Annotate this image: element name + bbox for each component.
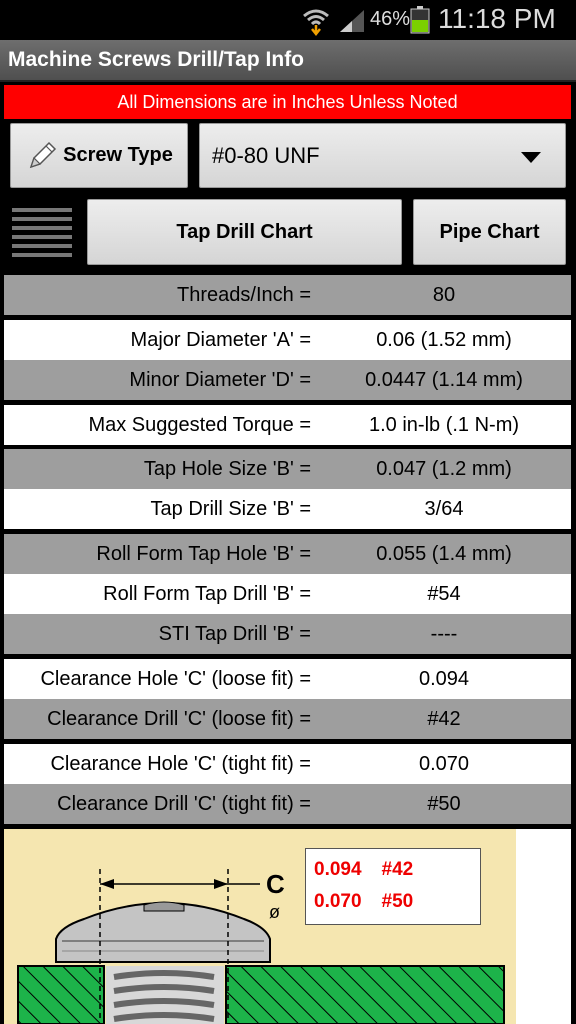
pencil-icon [25,139,59,173]
row-label: Tap Drill Size 'B' = [150,498,311,520]
row-label: Clearance Hole 'C' (tight fit) = [50,753,311,775]
callout-loose-line [314,859,413,881]
row-tap-hole-size [4,449,571,489]
row-clearance-drill-tight [4,784,571,824]
diameter-symbol: ø [269,902,280,922]
row-value: 0.055 (1.4 mm) [376,543,512,565]
row-value: 0.094 [418,668,470,690]
row-roll-form-tap-hole [4,534,571,574]
row-clearance-hole-loose [4,659,571,699]
row-sti-tap-drill [4,614,571,654]
screw-type-value: #0-80 UNF [212,143,320,168]
screw-type-label: Screw Type [63,144,173,166]
tap-drill-chart-button[interactable] [87,199,402,265]
row-tap-drill-size [4,489,571,529]
dimension-letter: C [266,869,285,899]
row-major-diameter [4,320,571,360]
callout-tight-hole: 0.070 [314,891,362,912]
row-value: #54 [427,583,461,605]
row-label: Roll Form Tap Hole 'B' = [96,543,311,565]
row-label: Clearance Hole 'C' (loose fit) = [40,668,311,690]
row-value: 1.0 in-lb (.1 N-m) [368,414,520,436]
clearance-callout [305,848,481,925]
callout-loose-hole: 0.094 [314,859,362,880]
row-label: STI Tap Drill 'B' = [158,623,311,645]
screw-type-button[interactable] [10,123,188,188]
row-label: Roll Form Tap Drill 'B' = [103,583,311,605]
wifi-icon [300,4,332,36]
row-clearance-drill-loose [4,699,571,739]
row-label: Clearance Drill 'C' (tight fit) = [57,793,311,815]
row-label: Major Diameter 'A' = [130,329,311,351]
callout-tight-drill: #50 [381,891,414,912]
row-max-torque [4,405,571,445]
row-clearance-hole-tight [4,744,571,784]
battery-percent: 46% [370,8,411,30]
row-value: 80 [432,284,456,306]
pipe-chart-button[interactable] [413,199,566,265]
row-value: 3/64 [424,498,464,520]
row-label: Tap Hole Size 'B' = [143,458,311,480]
pipe-chart-label: Pipe Chart [439,220,540,243]
battery-icon [410,6,430,34]
row-value: 0.047 (1.2 mm) [376,458,512,480]
units-banner: All Dimensions are in Inches Unless Noted [4,85,571,119]
app-title: Machine Screws Drill/Tap Info [8,48,305,71]
row-value: 0.06 (1.52 mm) [376,329,512,351]
row-roll-form-tap-drill [4,574,571,614]
row-label: Max Suggested Torque = [88,414,311,436]
row-label: Minor Diameter 'D' = [129,369,311,391]
row-value: #42 [427,708,461,730]
row-threads-per-inch [4,275,571,315]
action-bar [0,40,576,82]
row-value: #50 [427,793,461,815]
row-label: Threads/Inch = [177,284,311,306]
row-minor-diameter [4,360,571,400]
row-value: 0.0447 (1.14 mm) [365,369,523,391]
row-value: 0.070 [418,753,470,775]
tap-drill-chart-label: Tap Drill Chart [176,220,313,243]
screw-type-dropdown[interactable] [199,123,566,188]
status-bar [0,0,576,40]
signal-icon [338,8,368,34]
clearance-diagram [4,829,571,1024]
clock: 11:18 PM [438,3,556,34]
row-label: Clearance Drill 'C' (loose fit) = [47,708,311,730]
callout-loose-drill: #42 [381,859,414,880]
row-value: ---- [430,623,458,645]
main-content [0,82,576,1024]
drag-handle-icon[interactable] [12,208,72,264]
screw-illustration [4,829,571,1024]
callout-tight-line [314,891,413,913]
dropdown-arrow-icon [521,152,541,163]
